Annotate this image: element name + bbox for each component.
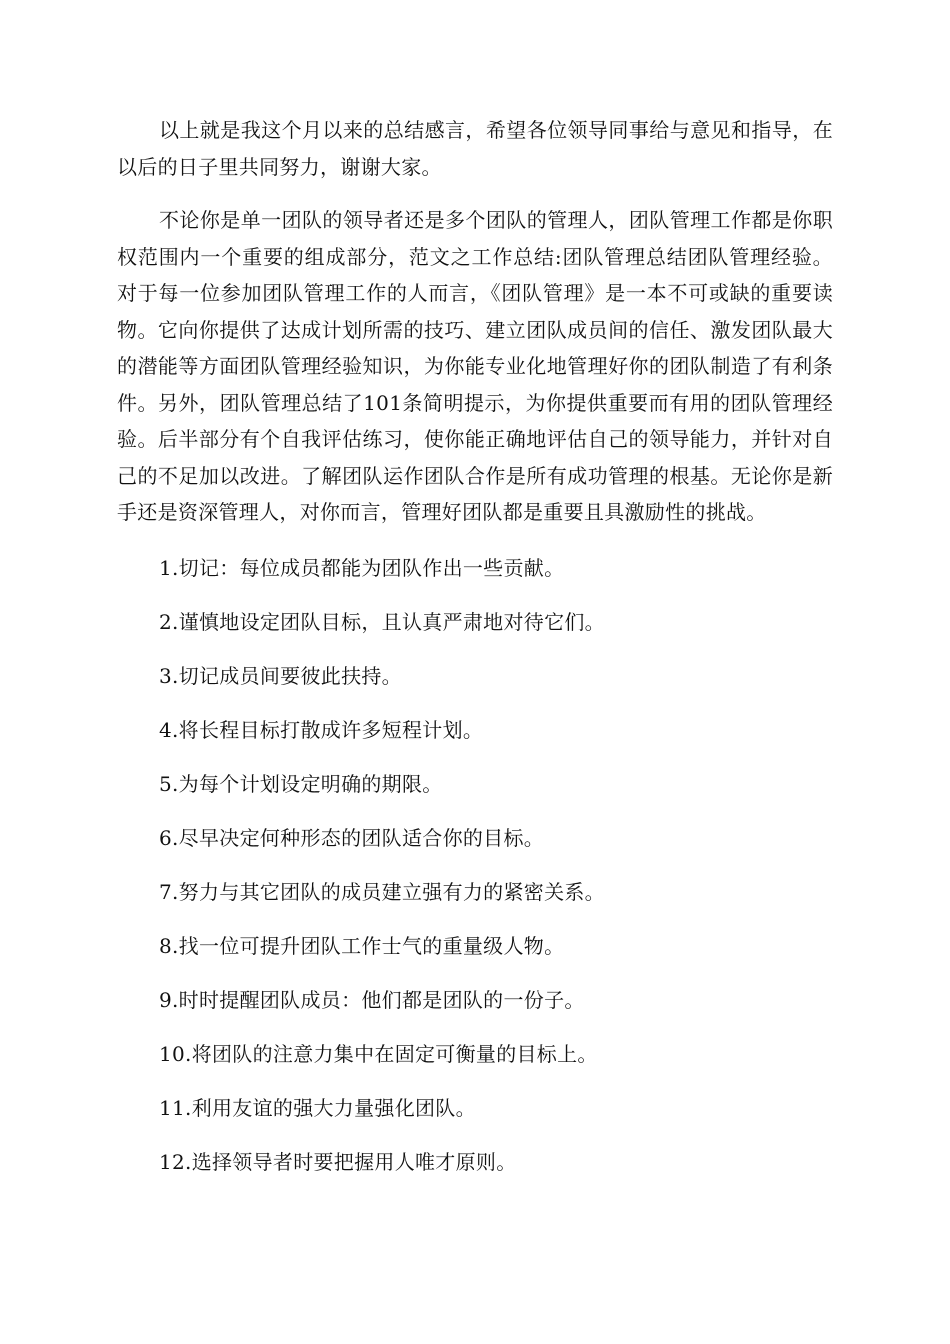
list-item: 1.切记：每位成员都能为团队作出一些贡献。: [159, 555, 565, 580]
list-item: 11.利用友谊的强大力量强化团队。: [159, 1095, 476, 1120]
list-item: 5.为每个计划设定明确的期限。: [159, 771, 443, 796]
list-item: 10.将团队的注意力集中在固定可衡量的目标上。: [159, 1041, 598, 1066]
team-management-paragraph: 不论你是单一团队的领导者还是多个团队的管理人，团队管理工作都是你职权范围内一个重要的组成部分，范文之工作总结:团队管理总结团队管理经验。对于每一位参加团队管理工作的人而言，《团队管理》是一本不可或缺的重要读物。它向你提供了达成计划所需的技巧、建立团队成员间的信任、激发团队最大的潜能等方面团队管理经验知识，为你能专业化地管理好你的团队制造了有利条件。另外，团队管理总结了101条简明提示，为你提供重要而有用的团队管理经验。后半部分有个自我评估练习，使你能正确地评估自己的领导能力，并针对自己的不足加以改进。了解团队运作团队合作是所有成功管理的根基。无论你是新手还是资深管理人，对你而言，管理好团队都是重要且具激励性的挑战。: [117, 208, 833, 524]
closing-paragraph: 以上就是我这个月以来的总结感言，希望各位领导同事给与意见和指导，在以后的日子里共同努力，谢谢大家。: [117, 118, 833, 179]
list-item: 8.找一位可提升团队工作士气的重量级人物。: [159, 933, 565, 958]
list-item: 7.努力与其它团队的成员建立强有力的紧密关系。: [159, 879, 605, 904]
document-page: [117, 112, 833, 1198]
list-item: 3.切记成员间要彼此扶持。: [159, 663, 402, 688]
list-item: 9.时时提醒团队成员：他们都是团队的一份子。: [159, 987, 585, 1012]
list-item: 12.选择领导者时要把握用人唯才原则。: [159, 1149, 517, 1174]
list-item: 4.将长程目标打散成许多短程计划。: [159, 717, 484, 742]
list-item: 2.谨慎地设定团队目标，且认真严肃地对待它们。: [159, 609, 605, 634]
list-item: 6.尽早决定何种形态的团队适合你的目标。: [159, 825, 545, 850]
tips-list: [117, 550, 833, 1180]
